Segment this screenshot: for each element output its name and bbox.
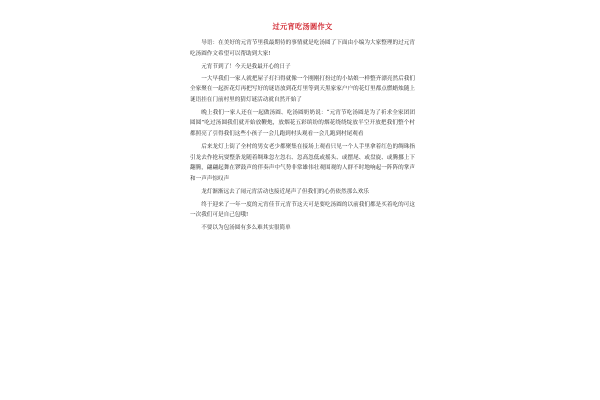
- paragraph-5: 后来龙灯上街了全村的男女老少都聚集在接场上观看只见一个人手里拿着红色的绸珠指引龙去作抢玩耍整条龙随着绸珠忽左忽右、忽高忽低或摇头、或摆尾、或盘旋、或腾挪上下翻腾，翩翩起舞在锣鼓声的伴奏声中气势非常雄伟壮观围观的人群不时地响起一阵阵的掌声和一声声惊叹声: [190, 144, 415, 182]
- paragraph-8: 不要以为包汤圆有多么难其实很简单: [201, 225, 291, 232]
- paragraph-7: 终于迎来了一年一度的元宵佳节元宵节这天可是要吃汤圆的以前我们都是买着吃的可这一次我们可是自己包哦!: [190, 201, 415, 219]
- paragraph-intro: 导语：在美好的元宵节里我最期待的事情就是吃汤圆了下面由小编为大家整理的过元宵吃汤圆作文希望可以帮助到大家!: [190, 40, 415, 57]
- document-page: [190, 22, 415, 235]
- paragraph-4: 晚上我们一家人还在一起做汤圆、吃汤圆奶奶说：“元宵节吃汤圆是为了祈求全家团团圆圆”吃过汤圆我们就开始放鞭炮，放烟花五彩缤纷的烟花绕绕绽放半空开放把我们整个村都照亮了引得我们这些小孩子一会儿跑到村头观看一会儿跑到村尾观看: [190, 109, 415, 138]
- paragraph-3: 一大早我们一家人就把屋子打扫得就像一个刚刚打扮过的小姑娘一样整齐漂亮然后我们全家聚在一起折花灯再把写好的谜语放到花灯里等到天黑家家户户的花灯里都点燃蜡烛随上谜语挂在门前村里的猜灯谜活动就自然开始了: [190, 75, 415, 103]
- paragraph-6: 龙灯渐渐远去了闹元宵活动也接近尾声了但我们的心仍依然那么欢乐: [201, 188, 370, 195]
- document-title: 过元宵吃汤圆作文: [272, 22, 333, 31]
- paragraph-2: 元宵节到了！今天是我最开心的日子: [201, 63, 291, 70]
